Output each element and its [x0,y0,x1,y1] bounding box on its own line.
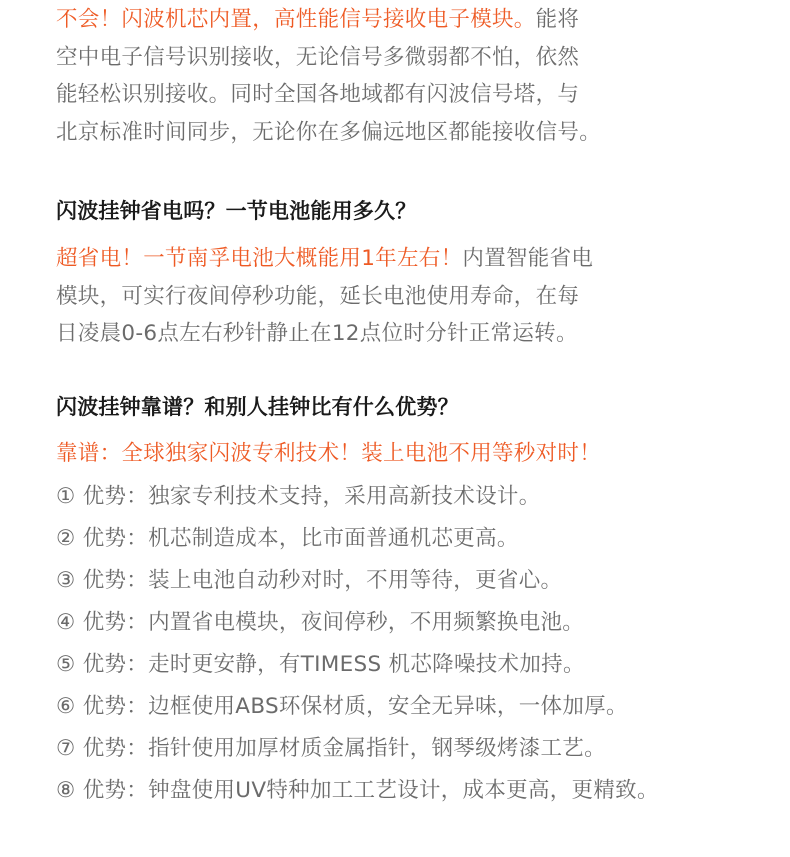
text-line [56,114,601,152]
advantage-item: ⑤ 优势：走时更安静，有TIMESS 机芯降噪技术加持。 [56,652,585,677]
body-text: 模块，可实行夜间停秒功能，延长电池使用寿命，在每 [56,283,580,309]
body-text: 能将 [535,7,580,32]
body-text: 北京标准时间同步，无论你在多偏远地区都能接收信号。 [56,119,602,145]
body-text: 能轻松识别接收。同时全国各地域都有闪波信号塔，与 [56,82,580,107]
advantage-list [56,476,659,812]
question-reliability: 闪波挂钟靠谱？和别人挂钟比有什么优势？ [56,395,459,419]
advantage-item: ⑦ 优势：指针使用加厚材质金属指针，钢琴级烤漆工艺。 [56,736,606,761]
body-text: 空中电子信号识别接收，无论信号多微弱都不怕，依然 [56,44,580,70]
advantage-item: ① 优势：独家专利技术支持，采用高新技术设计。 [56,484,541,509]
question-power-saving: 闪波挂钟省电吗？一节电池能用多久？ [56,199,417,223]
body-text: 日凌晨0-6点左右秒针静止在12点位时分针正常运转。 [56,321,578,346]
text-line [56,240,593,278]
answer-power-saving [56,240,593,353]
advantage-item: ③ 优势：装上电池自动秒对时，不用等待，更省心。 [56,568,563,593]
highlight-text: 超省电！一节南孚电池大概能用1年左右！ [56,246,463,271]
advantage-item: ④ 优势：内置省电模块，夜间停秒，不用频繁换电池。 [56,610,585,635]
answer-reliability: 靠谱：全球独家闪波专利技术！装上电池不用等秒对时！ [56,441,602,466]
answer-signal-reception [56,1,601,151]
advantage-item: ② 优势：机芯制造成本，比市面普通机芯更高。 [56,526,519,551]
highlight-text: 不会！闪波机芯内置，高性能信号接收电子模块。 [56,7,536,32]
text-line [56,315,593,353]
text-line [56,39,601,77]
text-line [56,76,601,114]
text-line [56,278,593,316]
advantage-item: ⑥ 优势：边框使用ABS环保材质，安全无异味，一体加厚。 [56,694,628,719]
text-line [56,1,601,39]
body-text: 内置智能省电 [462,246,594,271]
advantage-item: ⑧ 优势：钟盘使用UV特种加工工艺设计，成本更高，更精致。 [56,778,659,803]
